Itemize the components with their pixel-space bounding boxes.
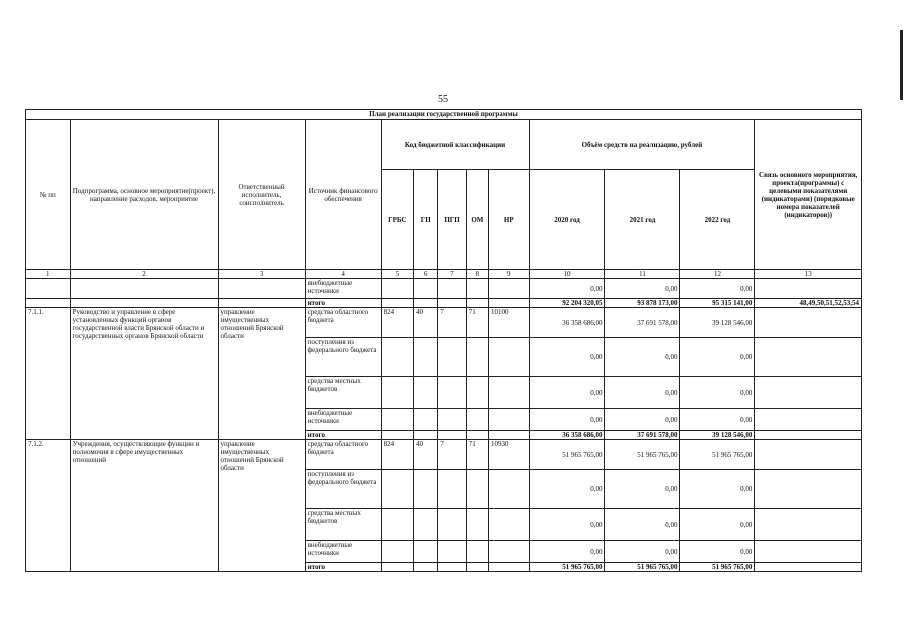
scan-specks: · · · (300, 22, 408, 27)
code-om (466, 563, 488, 572)
value-2021: 0,00 (605, 509, 680, 541)
code-np: 10100 (488, 308, 529, 338)
value-2020: 51 965 765,00 (529, 440, 605, 470)
col-number: 13 (755, 270, 862, 279)
item-name: Учреждения, осуществляющие функции и полномочия в сфере имущественных отношений (70, 440, 218, 572)
code-np (488, 431, 529, 440)
total-2022: 95 315 141,00 (680, 299, 755, 308)
header-2022: 2022 год (680, 170, 755, 270)
indicator-link: 48,49,50,51,52,53,54 (755, 299, 862, 308)
code-pgp (438, 563, 466, 572)
code-grbs (381, 470, 413, 509)
value-2020: 0,00 (529, 541, 605, 563)
value-2020: 36 358 686,00 (529, 431, 605, 440)
item-executor: управление имущественных отношений Брянской области (218, 440, 305, 572)
code-np (488, 338, 529, 377)
header-pgp: ПГП (438, 170, 466, 270)
indicator-link (755, 470, 862, 509)
header-2020: 2020 год (529, 170, 605, 270)
indicator-link (755, 541, 862, 563)
page-number: 55 (438, 94, 448, 105)
code-pgp (438, 541, 466, 563)
code-np: 10930 (488, 440, 529, 470)
col-number: 6 (414, 270, 438, 279)
col-number: 2 (70, 270, 218, 279)
code-np (488, 563, 529, 572)
program-plan-table (25, 109, 862, 572)
code-grbs: 824 (381, 440, 413, 470)
code-pgp (438, 409, 466, 431)
value-2022: 0,00 (680, 338, 755, 377)
value-2022: 0,00 (680, 409, 755, 431)
col-number: 10 (529, 270, 605, 279)
col-number: 11 (605, 270, 680, 279)
header-grbs: ГРБС (381, 170, 413, 270)
code-np (488, 541, 529, 563)
header-indicator-link: Связь основного мероприятия, проекта(программы) с целевыми показателями (индикаторами) (порядковые номера показателей (индикаторов)) (755, 120, 862, 270)
item-number: 7.1.1. (26, 308, 71, 440)
value-2022: 0,00 (680, 377, 755, 409)
item-executor: управление имущественных отношений Брянской области (218, 308, 305, 440)
item-number: 7.1.2. (26, 440, 71, 572)
column-number-row (26, 270, 862, 279)
code-gp (414, 470, 438, 509)
source-cell: поступления из федерального бюджета (305, 470, 381, 509)
code-gp: 40 (414, 308, 438, 338)
scan-edge-bar (900, 30, 903, 100)
value-2021: 0,00 (605, 377, 680, 409)
source-cell: внебюджетные источники (305, 541, 381, 563)
item-name: Руководство и управление в сфере установленных функций органов государственной власти Брянской области и государственных органов Брянской области (70, 308, 218, 440)
total-label: итого (305, 299, 381, 308)
code-pgp: 7 (438, 308, 466, 338)
code-pgp (438, 470, 466, 509)
header-subprogram: Подпрограмма, основное мероприятие(проект), направление расходов, мероприятие (70, 120, 218, 270)
total-2021: 93 878 173,00 (605, 299, 680, 308)
source-cell: поступления из федерального бюджета (305, 338, 381, 377)
code-pgp: 7 (438, 440, 466, 470)
header-gp: ГП (414, 170, 438, 270)
code-om (466, 541, 488, 563)
value-2021: 51 965 765,00 (605, 563, 680, 572)
col-number: 4 (305, 270, 381, 279)
code-gp: 40 (414, 440, 438, 470)
code-pgp (438, 338, 466, 377)
value-2021: 51 965 765,00 (605, 440, 680, 470)
col-number: 12 (680, 270, 755, 279)
indicator-link (755, 440, 862, 470)
header-funds: Объём средств на реализацию, рублей (529, 120, 755, 170)
value-2022: 39 128 546,00 (680, 308, 755, 338)
source-cell: внебюджетные источники (305, 409, 381, 431)
total-label: итого (305, 563, 381, 572)
value-2021: 37 691 578,00 (605, 431, 680, 440)
source-cell: средства местных бюджетов (305, 377, 381, 409)
source-cell: средства областного бюджета (305, 440, 381, 470)
code-gp (414, 409, 438, 431)
indicator-link (755, 431, 862, 440)
code-grbs (381, 563, 413, 572)
table-row (26, 279, 862, 299)
col-number: 8 (466, 270, 488, 279)
indicator-link (755, 563, 862, 572)
indicator-link (755, 308, 862, 338)
col-number: 3 (218, 270, 305, 279)
indicator-link (755, 509, 862, 541)
value-2021: 0,00 (605, 470, 680, 509)
code-om: 71 (466, 440, 488, 470)
table-title: План реализации государственной программы (26, 110, 862, 120)
col-number: 7 (438, 270, 466, 279)
value-2021: 0,00 (605, 279, 680, 299)
code-om (466, 409, 488, 431)
code-grbs (381, 541, 413, 563)
value-2022: 51 965 765,00 (680, 440, 755, 470)
value-2020: 0,00 (529, 377, 605, 409)
code-gp (414, 338, 438, 377)
header-np: НР (488, 170, 529, 270)
source-cell: средства областного бюджета (305, 308, 381, 338)
code-pgp (438, 431, 466, 440)
value-2020: 0,00 (529, 338, 605, 377)
code-om: 71 (466, 308, 488, 338)
value-2020: 0,00 (529, 509, 605, 541)
value-2022: 0,00 (680, 279, 755, 299)
value-2022: 39 128 546,00 (680, 431, 755, 440)
value-2022: 0,00 (680, 541, 755, 563)
code-om (466, 431, 488, 440)
code-gp (414, 541, 438, 563)
header-source: Источник финансового обеспечения (305, 120, 381, 270)
code-pgp (438, 509, 466, 541)
value-2020: 0,00 (529, 470, 605, 509)
source-cell: средства местных бюджетов (305, 509, 381, 541)
code-np (488, 509, 529, 541)
code-pgp (438, 377, 466, 409)
header-row-1 (26, 120, 862, 170)
value-2021: 0,00 (605, 338, 680, 377)
code-grbs (381, 338, 413, 377)
source-cell: внебюджетные источники (305, 279, 381, 299)
code-gp (414, 431, 438, 440)
code-gp (414, 509, 438, 541)
table-row (26, 308, 862, 338)
total-label: итого (305, 431, 381, 440)
code-np (488, 409, 529, 431)
value-2020: 51 965 765,00 (529, 563, 605, 572)
program-blocks (26, 308, 862, 572)
value-2021: 0,00 (605, 409, 680, 431)
code-om (466, 377, 488, 409)
col-number: 1 (26, 270, 71, 279)
code-grbs (381, 377, 413, 409)
value-2022: 0,00 (680, 470, 755, 509)
table-row (26, 440, 862, 470)
value-2021: 0,00 (605, 541, 680, 563)
header-budget-code: Код бюджетной классификации (381, 120, 529, 170)
code-gp (414, 563, 438, 572)
table-title-row (26, 110, 862, 120)
header-om: ОМ (466, 170, 488, 270)
code-grbs: 824 (381, 308, 413, 338)
code-om (466, 470, 488, 509)
code-grbs (381, 509, 413, 541)
code-om (466, 338, 488, 377)
col-number: 5 (381, 270, 413, 279)
total-2020: 92 204 320,05 (529, 299, 605, 308)
value-2022: 0,00 (680, 509, 755, 541)
header-executor: Ответственный исполнитель, соисполнитель (218, 120, 305, 270)
indicator-link (755, 409, 862, 431)
value-2021: 37 691 578,00 (605, 308, 680, 338)
code-gp (414, 377, 438, 409)
header-2021: 2021 год (605, 170, 680, 270)
value-2020: 36 358 686,00 (529, 308, 605, 338)
value-2022: 51 965 765,00 (680, 563, 755, 572)
header-no: № пп (26, 120, 71, 270)
code-om (466, 509, 488, 541)
indicator-link (755, 338, 862, 377)
code-np (488, 377, 529, 409)
value-2020: 0,00 (529, 279, 605, 299)
col-number: 9 (488, 270, 529, 279)
code-grbs (381, 409, 413, 431)
value-2020: 0,00 (529, 409, 605, 431)
code-np (488, 470, 529, 509)
indicator-link (755, 377, 862, 409)
code-grbs (381, 431, 413, 440)
total-row (26, 299, 862, 308)
